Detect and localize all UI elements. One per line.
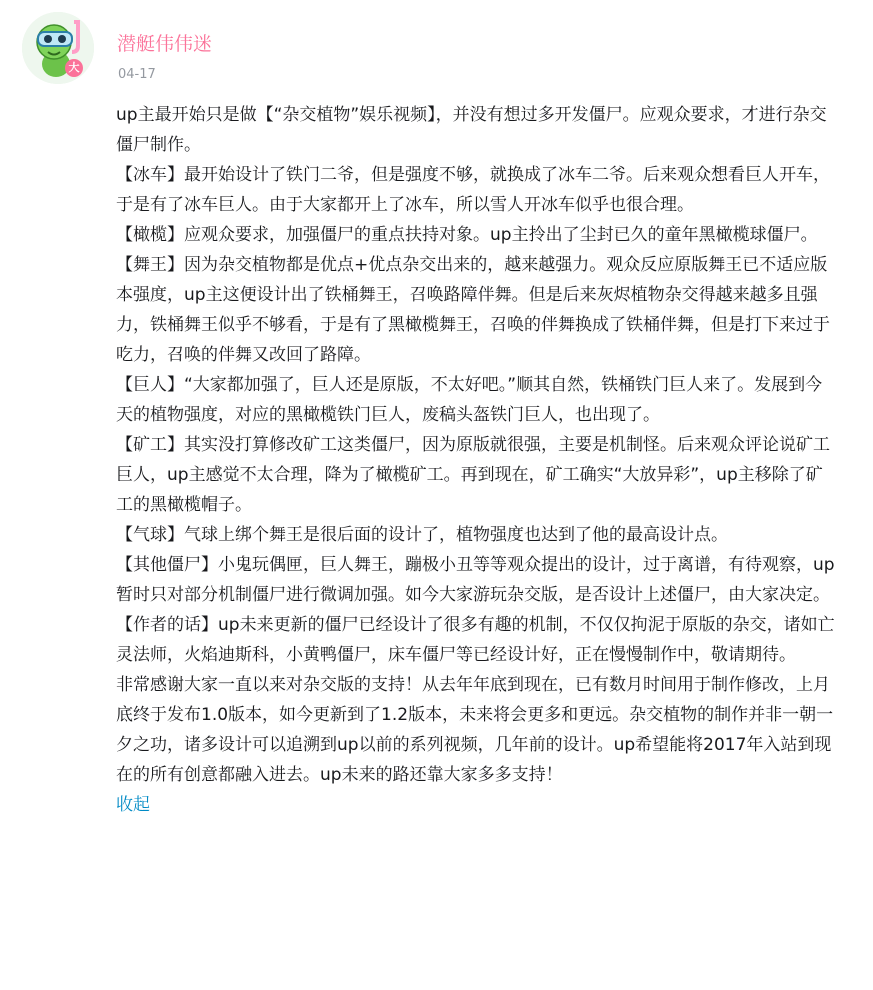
comment-paragraph: 【作者的话】up未来更新的僵尸已经设计了很多有趣的机制，不仅仅拘泥于原版的杂交，诸如亡灵法师，火焰迪斯科，小黄鸭僵尸，床车僵尸等已经设计好，正在慢慢制作中，敬请期待。 — [116, 615, 835, 665]
comment-paragraph: 【气球】气球上绑个舞王是很后面的设计了，植物强度也达到了他的最高设计点。 — [116, 525, 728, 545]
cartoon-pea-shooter-avatar-icon — [22, 12, 94, 84]
comment-paragraph: 非常感谢大家一直以来对杂交版的支持！从去年年底到现在，已有数月时间用于制作修改，上月底终于发布1.0版本，如今更新到了1.2版本，未来将会更多和更远。杂交植物的制作并非一朝一夕之功，诸多设计可以追溯到up以前的系列视频，几年前的设计。up希望能将2017年入站到现在的所有创意都融入进去。up未来的路还靠大家多多支持！ — [116, 675, 834, 785]
avatar-badge: 大 — [68, 61, 80, 74]
comment-header — [22, 12, 842, 92]
comment-paragraph: 【巨人】“大家都加强了，巨人还是原版，不太好吧。”顺其自然，铁桶铁门巨人来了。发展到今天的植物强度，对应的黑橄榄铁门巨人，废稿头盔铁门巨人，也出现了。 — [116, 375, 823, 425]
comment-date: 04-17 — [118, 67, 156, 82]
comment-paragraph: up主最开始只是做【“杂交植物”娱乐视频】，并没有想过多开发僵尸。应观众要求，才进行杂交僵尸制作。 — [116, 105, 827, 155]
username[interactable]: 潜艇伟伟迷 — [117, 33, 213, 55]
comment-content — [116, 100, 838, 820]
collapse-link[interactable]: 收起 — [116, 795, 150, 815]
avatar[interactable] — [22, 12, 94, 84]
comment-paragraph: 【橄榄】应观众要求，加强僵尸的重点扶持对象。up主拎出了尘封已久的童年黑橄榄球僵尸。 — [116, 225, 818, 245]
comment-paragraph: 【矿工】其实没打算修改矿工这类僵尸，因为原版就很强，主要是机制怪。后来观众评论说矿工巨人，up主感觉不太合理，降为了橄榄矿工。再到现在，矿工确实“大放异彩”，up主移除了矿工的黑橄榄帽子。 — [116, 435, 830, 515]
comment-paragraph: 【其他僵尸】小鬼玩偶匣，巨人舞王，蹦极小丑等等观众提出的设计，过于离谱，有待观察，up暂时只对部分机制僵尸进行微调加强。如今大家游玩杂交版，是否设计上述僵尸，由大家决定。 — [116, 555, 835, 605]
comment-paragraph: 【冰车】最开始设计了铁门二爷，但是强度不够，就换成了冰车二爷。后来观众想看巨人开车，于是有了冰车巨人。由于大家都开上了冰车，所以雪人开冰车似乎也很合理。 — [116, 165, 830, 215]
comment-paragraph: 【舞王】因为杂交植物都是优点+优点杂交出来的，越来越强力。观众反应原版舞王已不适应版本强度，up主这便设计出了铁桶舞王，召唤路障伴舞。但是后来灰烬植物杂交得越来越多且强力，铁桶舞王似乎不够看，于是有了黑橄榄舞王，召唤的伴舞换成了铁桶伴舞，但是打下来过于吃力，召唤的伴舞又改回了路障。 — [116, 255, 830, 365]
